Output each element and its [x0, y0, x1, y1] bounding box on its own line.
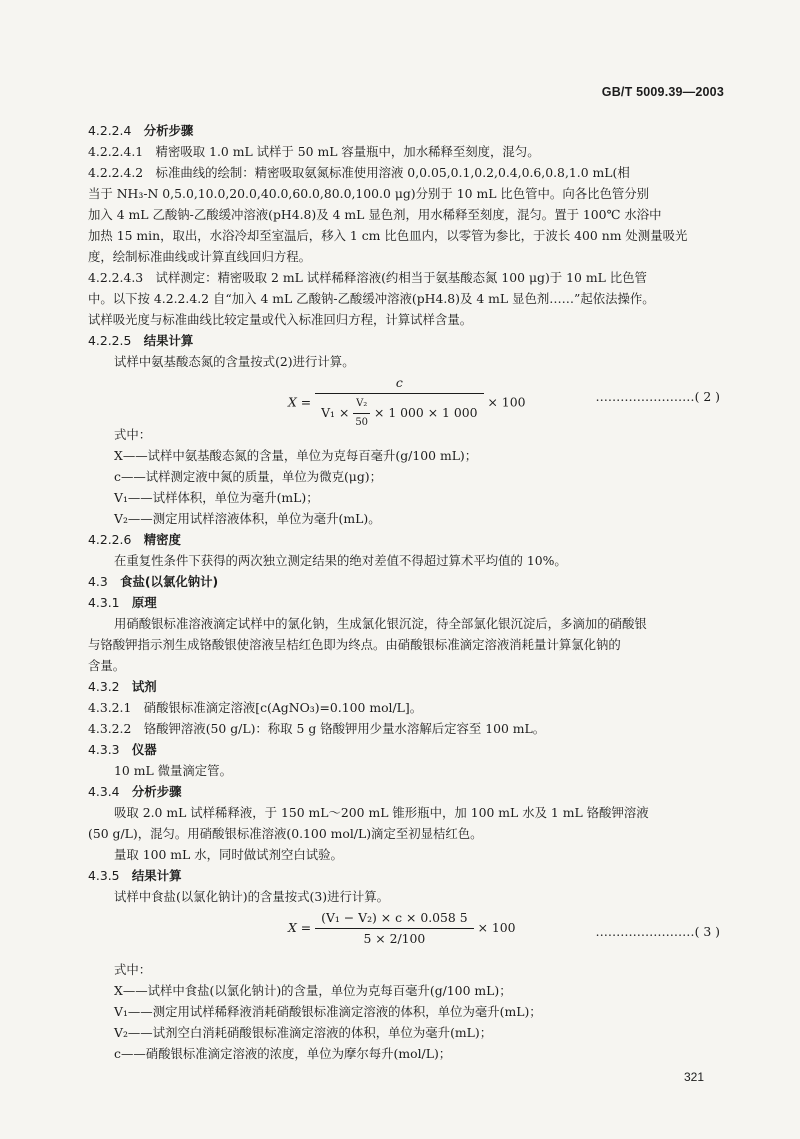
equation-number: ……………………( 2 )	[595, 389, 720, 404]
heading-4-3-3: 4.3.3 仪器	[88, 742, 157, 757]
equation-number: ……………………( 3 )	[595, 924, 720, 939]
paragraph: 在重复性条件下获得的两次独立测定结果的绝对差值不得超过算术平均值的 10%。	[114, 553, 567, 568]
heading-4-2-2-4: 4.2.2.4 分析步骤	[88, 123, 194, 138]
paragraph: 度，绘制标准曲线或计算直线回归方程。	[88, 249, 312, 264]
where-label: 式中：	[114, 427, 152, 442]
paragraph: 加入 4 mL 乙酸钠-乙酸缓冲溶液(pH4.8)及 4 mL 显色剂，用水稀释至刻度，混匀。置于 100℃ 水浴中	[88, 207, 662, 222]
paragraph: 4.3.2.2 铬酸钾溶液(50 g/L)：称取 5 g 铬酸钾用少量水溶解后定容至 100 mL。	[88, 721, 546, 736]
paragraph: 与铬酸钾指示剂生成铬酸银使溶液呈桔红色即为终点。由硝酸银标准滴定溶液消耗量计算氯化钠的	[88, 637, 621, 652]
paragraph: 吸取 2.0 mL 试样稀释液，于 150 mL～200 mL 锥形瓶中，加 100 mL 水及 1 mL 铬酸钾溶液	[114, 805, 649, 820]
variable-definition: X——试样中食盐(以氯化钠计)的含量，单位为克每百毫升(g/100 mL)；	[114, 983, 512, 998]
heading-4-3-2: 4.3.2 试剂	[88, 679, 157, 694]
paragraph: 4.2.2.4.1 精密吸取 1.0 mL 试样于 50 mL 容量瓶中，加水稀释至刻度，混匀。	[88, 144, 540, 159]
standard-code: GB/T 5009.39—2003	[601, 85, 724, 99]
variable-definition: c——试样测定液中氮的质量，单位为微克(μg)；	[114, 469, 383, 484]
where-label: 式中：	[114, 962, 152, 977]
variable-definition: V₁——试样体积，单位为毫升(mL)；	[114, 490, 319, 505]
paragraph: 试样吸光度与标准曲线比较定量或代入标准回归方程，计算试样含量。	[88, 312, 473, 327]
paragraph: (50 g/L)，混匀。用硝酸银标准溶液(0.100 mol/L)滴定至初显桔红色。	[88, 826, 483, 841]
variable-definition: V₂——试剂空白消耗硝酸银标准滴定溶液的体积，单位为毫升(mL)；	[114, 1025, 493, 1040]
formula-fraction: c V₁ × $\frac{\text{V₂}}{50}$ × 1 000 × 1 000	[315, 374, 483, 432]
paragraph: 中。以下按 4.2.2.4.2 自“加入 4 mL 乙酸钠-乙酸缓冲溶液(pH4.8)及 4 mL 显色剂……”起依法操作。	[88, 291, 655, 306]
variable-definition: X——试样中氨基酸态氮的含量，单位为克每百毫升(g/100 mL)；	[114, 448, 478, 463]
heading-4-2-2-5: 4.2.2.5 结果计算	[88, 333, 194, 348]
heading-4-3-4: 4.3.4 分析步骤	[88, 784, 182, 799]
formula-lhs: X =	[288, 920, 312, 935]
formula-lhs: X =	[288, 394, 312, 410]
paragraph: 当于 NH₃-N 0,5.0,10.0,20.0,40.0,60.0,80.0,100.0 μg)分别于 10 mL 比色管中。向各比色管分别	[88, 186, 650, 201]
heading-4-3-5: 4.3.5 结果计算	[88, 868, 182, 883]
page-number: 321	[683, 1070, 704, 1084]
paragraph: 4.2.2.4.2 标准曲线的绘制：精密吸取氨氮标准使用溶液 0,0.05,0.1,0.2,0.4,0.6,0.8,1.0 mL(相	[88, 165, 630, 180]
paragraph: 4.3.2.1 硝酸银标准滴定溶液[c(AgNO₃)=0.100 mol/L]。	[88, 700, 423, 715]
paragraph: 4.2.2.4.3 试样测定：精密吸取 2 mL 试样稀释溶液(约相当于氨基酸态氮 100 μg)于 10 mL 比色管	[88, 270, 647, 285]
heading-4-3-1: 4.3.1 原理	[88, 595, 157, 610]
variable-definition: V₂——测定用试样溶液体积，单位为毫升(mL)。	[114, 511, 381, 526]
formula-3: X = $\frac{\text{(V₁ − V₂) × c × 0.058 5}}{5 \times 2/100}$ × 100 ……………………( 3 )	[288, 910, 720, 946]
formula-fraction: $\frac{\text{(V₁ − V₂) × c × 0.058 5}}{5 \times 2/100}$	[315, 909, 474, 948]
paragraph: 加热 15 min，取出，水浴冷却至室温后，移入 1 cm 比色皿内，以零管为参比，于波长 400 nm 处测量吸光	[88, 228, 688, 243]
paragraph: 试样中食盐(以氯化钠计)的含量按式(3)进行计算。	[114, 889, 390, 904]
heading-4-3: 4.3 食盐(以氯化钠计)	[88, 574, 219, 589]
paragraph: 用硝酸银标准溶液滴定试样中的氯化钠，生成氯化银沉淀，待全部氯化银沉淀后，多滴加的硝酸银	[114, 616, 647, 631]
paragraph: 10 mL 微量滴定管。	[114, 763, 232, 778]
paragraph: 含量。	[88, 658, 126, 673]
variable-definition: V₁——测定用试样稀释液消耗硝酸银标准滴定溶液的体积，单位为毫升(mL)；	[114, 1004, 542, 1019]
formula-2: X = c V₁ × $\frac{\text{V₂}}{50}$ × 1 000 × 1 000 × 100 ……………………( 2 )	[88, 374, 728, 420]
paragraph: 量取 100 mL 水，同时做试剂空白试验。	[114, 847, 343, 862]
heading-4-2-2-6: 4.2.2.6 精密度	[88, 532, 181, 547]
page-body	[88, 120, 728, 1064]
paragraph: 试样中氨基酸态氮的含量按式(2)进行计算。	[114, 354, 355, 369]
variable-definition: c——硝酸银标准滴定溶液的浓度，单位为摩尔每升(mol/L)；	[114, 1046, 452, 1061]
